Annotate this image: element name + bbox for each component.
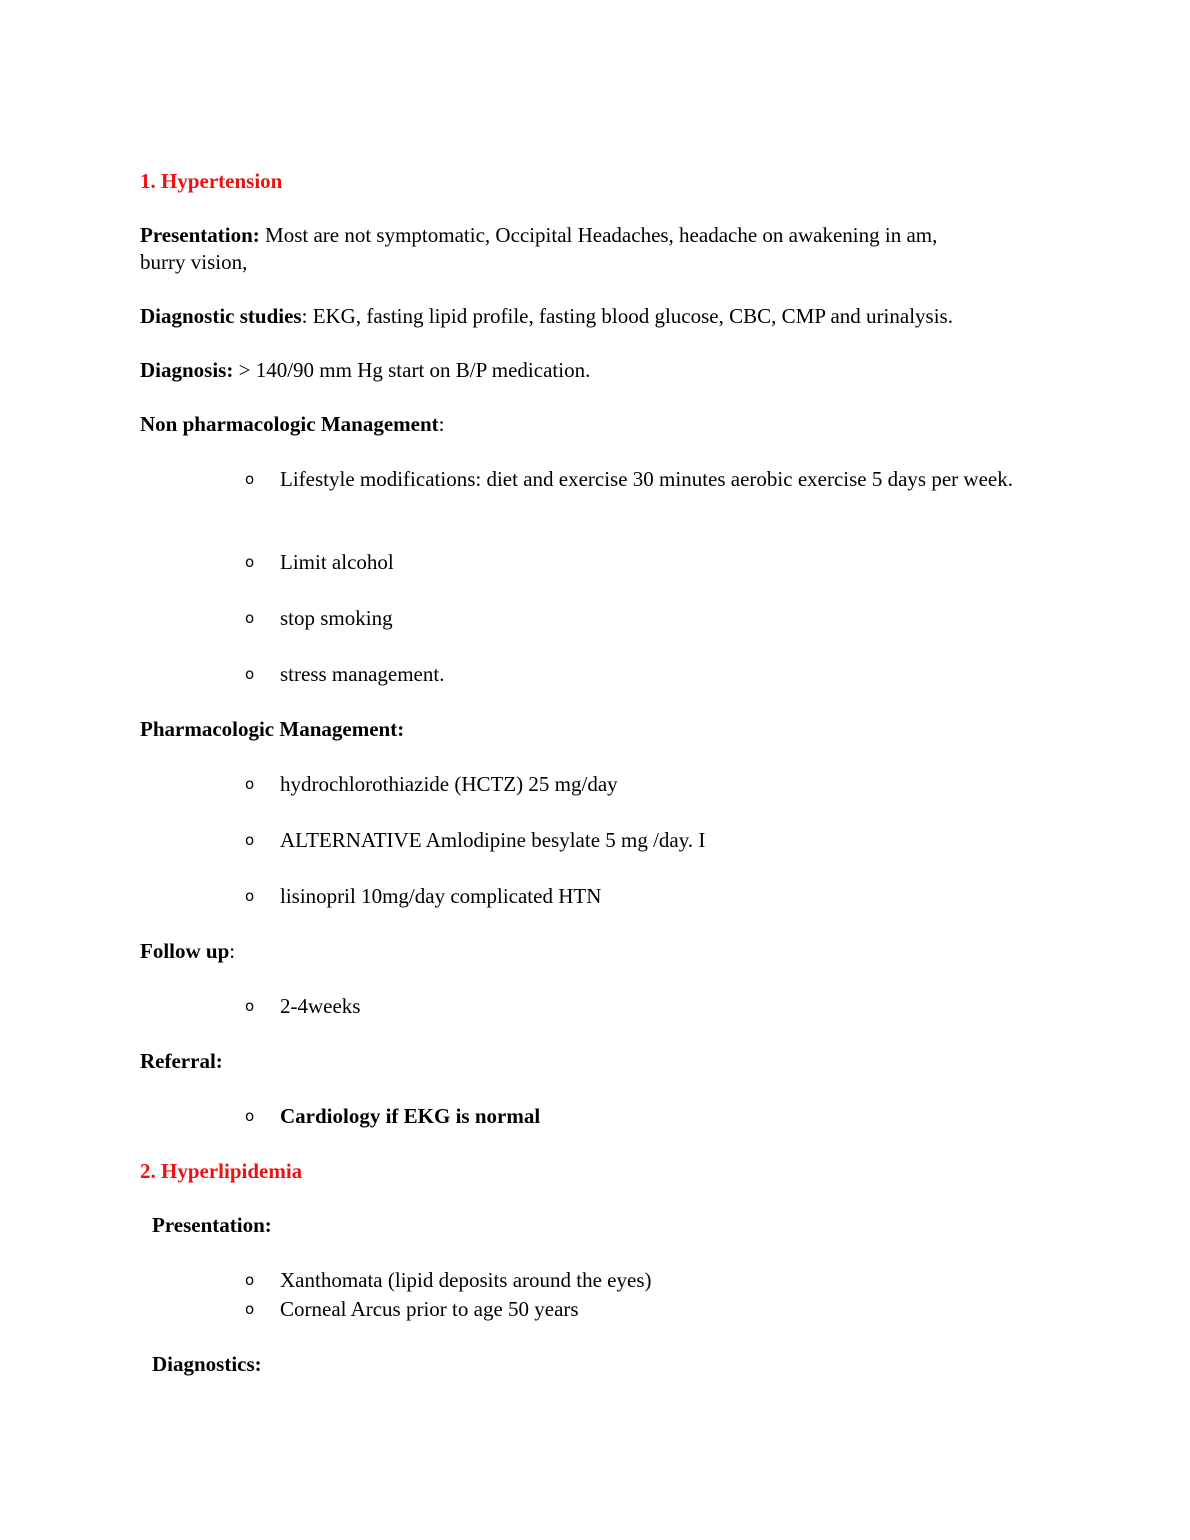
pharm-item: ALTERNATIVE Amlodipine besylate 5 mg /day. I — [280, 828, 706, 852]
diagnostic-studies-line — [140, 303, 953, 330]
presentation-item: Xanthomata (lipid deposits around the eyes) — [280, 1268, 652, 1292]
non-pharm-item: stress management. — [280, 662, 445, 686]
section-heading-hyperlipidemia: 2. Hyperlipidemia — [140, 1159, 303, 1183]
bullet-icon: o — [245, 887, 255, 905]
presentation-line — [140, 222, 937, 249]
bullet-icon: o — [245, 553, 255, 571]
referral-label: Referral: — [140, 1049, 223, 1073]
follow-up-item: 2-4weeks — [280, 994, 361, 1018]
diagnostic-studies-text: : EKG, fasting lipid profile, fasting blood glucose, CBC, CMP and urinalysis. — [301, 304, 953, 328]
follow-up-label: Follow up — [140, 939, 230, 963]
section-heading-hypertension: 1. Hypertension — [140, 169, 283, 193]
non-pharm-item: stop smoking — [280, 606, 393, 630]
diagnostics-label: Diagnostics: — [152, 1352, 262, 1376]
referral-heading — [140, 1048, 223, 1075]
referral-item: Cardiology if EKG is normal — [280, 1104, 541, 1128]
bullet-icon: o — [245, 609, 255, 627]
presentation-text: Most are not symptomatic, Occipital Headaches, headache on awakening in am, — [259, 223, 938, 247]
diagnostics-heading — [152, 1351, 262, 1378]
presentation-line-2: burry vision, — [140, 250, 248, 274]
non-pharm-colon: : — [438, 412, 445, 436]
presentation-label-2: Presentation: — [152, 1213, 272, 1237]
non-pharm-item: Limit alcohol — [280, 550, 394, 574]
diagnosis-line — [140, 357, 590, 384]
bullet-icon: o — [245, 775, 255, 793]
diagnosis-label: Diagnosis: — [140, 358, 234, 382]
presentation-label: Presentation: — [140, 223, 260, 247]
non-pharm-heading — [140, 411, 444, 438]
pharm-heading — [140, 716, 404, 743]
bullet-icon: o — [245, 665, 255, 683]
non-pharm-item: Lifestyle modifications: diet and exercise 30 minutes aerobic exercise 5 days per week. — [280, 467, 1013, 491]
bullet-icon: o — [245, 470, 255, 488]
bullet-icon: o — [245, 997, 255, 1015]
bullet-icon: o — [245, 1107, 255, 1125]
pharm-item: lisinopril 10mg/day complicated HTN — [280, 884, 602, 908]
bullet-icon: o — [245, 831, 255, 849]
presentation-heading-2 — [152, 1212, 272, 1239]
follow-up-colon: : — [229, 939, 236, 963]
diagnostic-studies-label: Diagnostic studies — [140, 304, 302, 328]
presentation-item: Corneal Arcus prior to age 50 years — [280, 1297, 579, 1321]
follow-up-heading — [140, 938, 235, 965]
bullet-icon: o — [245, 1271, 255, 1289]
pharm-item: hydrochlorothiazide (HCTZ) 25 mg/day — [280, 772, 618, 796]
bullet-icon: o — [245, 1300, 255, 1318]
non-pharm-label: Non pharmacologic Management — [140, 412, 439, 436]
diagnosis-text: > 140/90 mm Hg start on B/P medication. — [233, 358, 591, 382]
pharm-label: Pharmacologic Management: — [140, 717, 405, 741]
